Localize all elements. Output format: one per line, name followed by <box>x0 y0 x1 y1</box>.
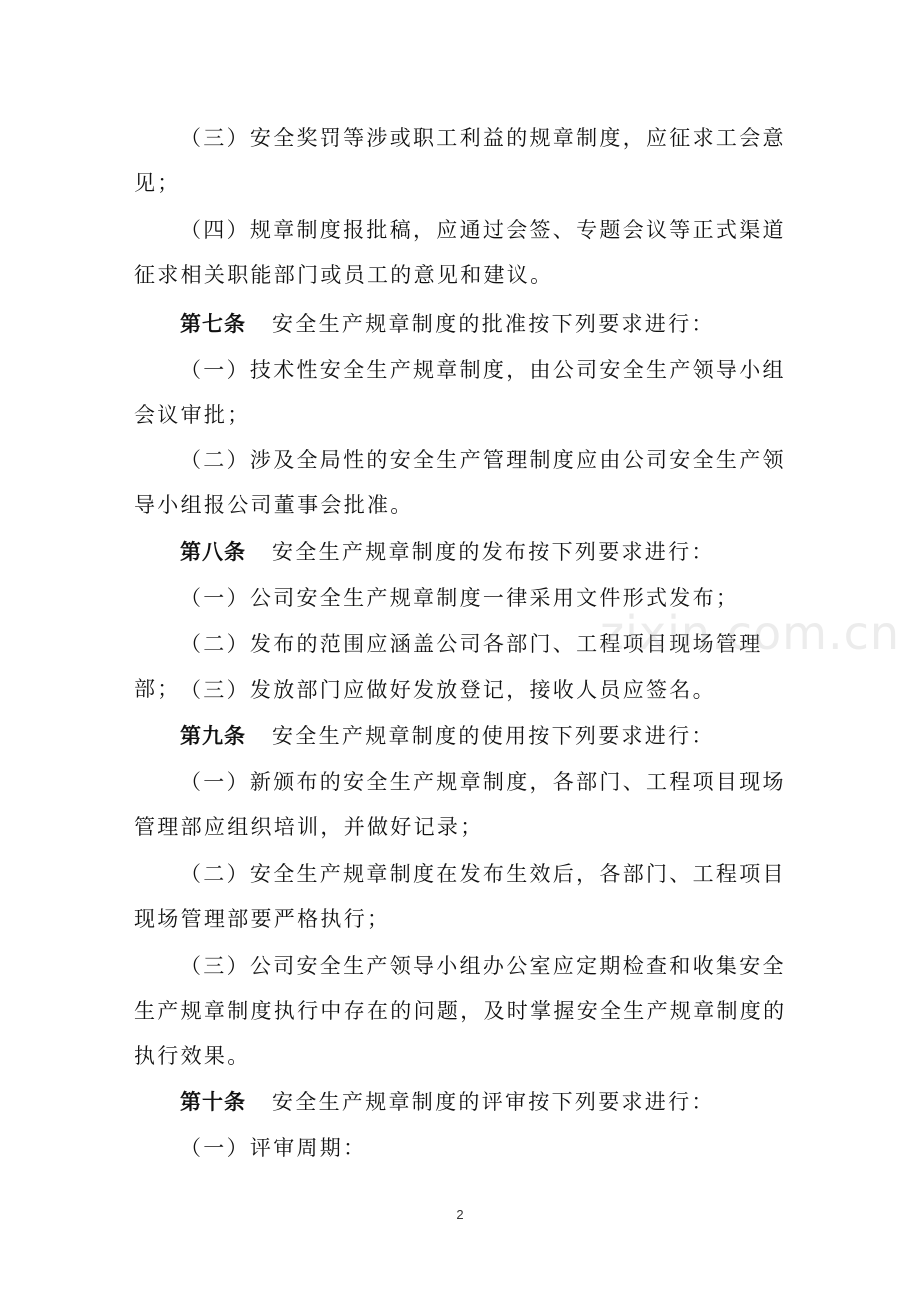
clause-paragraph: （一）公司安全生产规章制度一律采用文件形式发布； <box>180 586 740 610</box>
clause-paragraph: （一）技术性安全生产规章制度，由公司安全生产领导小组会议审批； <box>134 358 786 427</box>
article-text: 安全生产规章制度的发布按下列要求进行： <box>272 540 715 564</box>
article-heading <box>134 302 788 347</box>
clause-paragraph: （一）评审周期： <box>180 1136 367 1160</box>
clause-paragraph: （二）安全生产规章制度在发布生效后，各部门、工程项目现场管理部要严格执行； <box>134 862 786 931</box>
clause-paragraph: （三）安全奖罚等涉或职工利益的规章制度，应征求工会意见； <box>134 126 786 195</box>
article-heading <box>134 714 788 759</box>
watermark: zixin.com.cn <box>600 606 901 660</box>
article-number: 第七条 <box>180 312 246 336</box>
clause-paragraph: （一）新颁布的安全生产规章制度，各部门、工程项目现场管理部应组织培训，并做好记录； <box>134 770 786 839</box>
article-number: 第八条 <box>180 540 246 564</box>
clause-paragraph: （三）公司安全生产领导小组办公室应定期检查和收集安全生产规章制度执行中存在的问题，及时掌握安全生产规章制度的执行效果。 <box>134 954 787 1068</box>
article-heading <box>134 530 788 575</box>
clause-paragraph: （三）发放部门应做好发放登记，接收人员应签名。 <box>180 678 716 702</box>
clause-paragraph: （四）规章制度报批稿，应通过会签、专题会议等正式渠道征求相关职能部门或员工的意见和建议。 <box>134 218 786 287</box>
article-number: 第十条 <box>180 1090 246 1114</box>
article-text: 安全生产规章制度的评审按下列要求进行： <box>272 1090 715 1114</box>
article-number: 第九条 <box>180 724 246 748</box>
article-heading <box>134 1080 788 1125</box>
clause-paragraph: （二）发布的范围应涵盖公司各部门、工程项目现场管理部； <box>134 632 763 701</box>
page-number: 2 <box>456 1207 464 1222</box>
article-text: 安全生产规章制度的使用按下列要求进行： <box>272 724 715 748</box>
article-text: 安全生产规章制度的批准按下列要求进行： <box>272 312 715 336</box>
clause-paragraph: （二）涉及全局性的安全生产管理制度应由公司安全生产领导小组报公司董事会批准。 <box>134 448 786 517</box>
